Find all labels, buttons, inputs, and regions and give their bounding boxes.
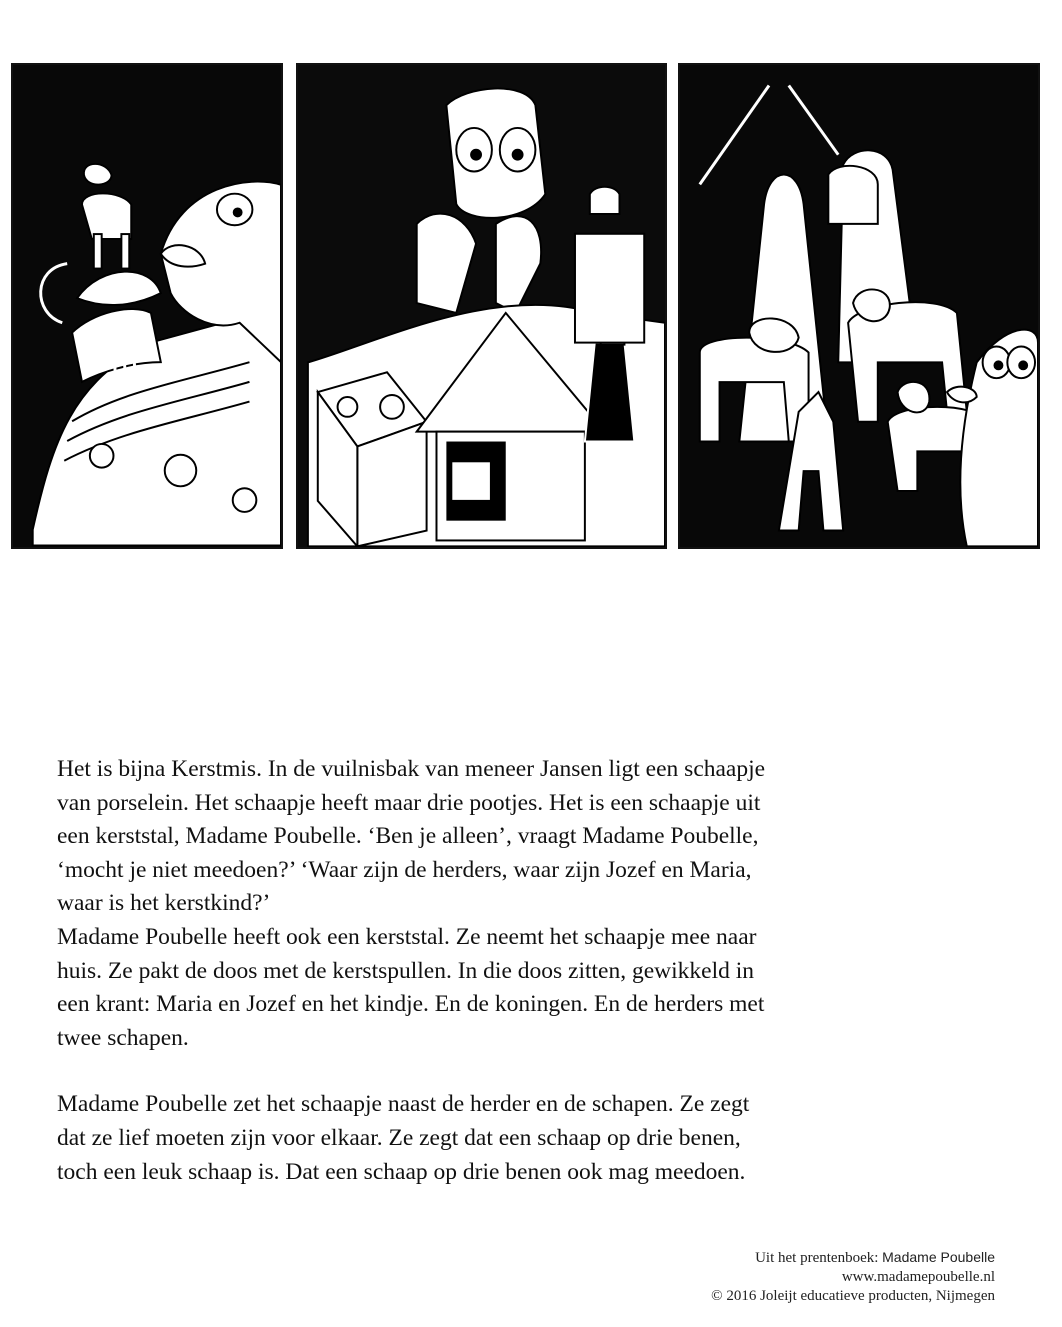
- illustration-panel-2: [296, 63, 667, 549]
- story-text: [57, 753, 997, 1189]
- credits: [711, 1248, 995, 1306]
- nativity-box-illustration: [298, 65, 665, 547]
- copyright-line: © 2016 Joleijt educatieve producten, Nijmegen: [711, 1288, 995, 1304]
- lambs-and-shepherds-illustration: [680, 65, 1038, 547]
- book-title: Madame Poubelle: [882, 1249, 995, 1265]
- source-line: [711, 1248, 995, 1268]
- story-paragraph: Het is bijna Kerstmis. In de vuilnisbak van meneer Jansen ligt een schaapje van porselein. Het schaapje heeft maar drie pootjes. Het is een schaapje uit een kerststal, Madame Poubelle. ‘Ben je alleen’, vraagt Madame Poubelle, ‘mocht je niet meedoen?’ ‘Waar zijn de herders, waar zijn Jozef en Maria, waar is het kerstkind?’ Madame Poubelle heeft ook een kerststal. Ze neemt het schaapje mee naar huis. Ze pakt de doos met de kerstspullen. In die doos zitten, gewikkeld in een krant: Maria en Jozef en het kindje. En de koningen. En de herders met twee schapen.: [57, 756, 766, 1051]
- website-link[interactable]: www.madamepoubelle.nl: [841, 1269, 995, 1285]
- illustration-panel-1: [11, 63, 283, 549]
- source-prefix: Uit het prentenboek:: [755, 1250, 883, 1266]
- story-paragraph: Madame Poubelle zet het schaapje naast de herder en de schapen. Ze zegt dat ze lief moeten zijn voor elkaar. Ze zegt dat een schaap op drie benen, toch een leuk schaap is. Dat een schaap op drie benen ook mag meedoen.: [57, 1091, 750, 1185]
- illustration-panel-3: [678, 63, 1040, 549]
- madame-holding-lamb-illustration: [13, 65, 281, 547]
